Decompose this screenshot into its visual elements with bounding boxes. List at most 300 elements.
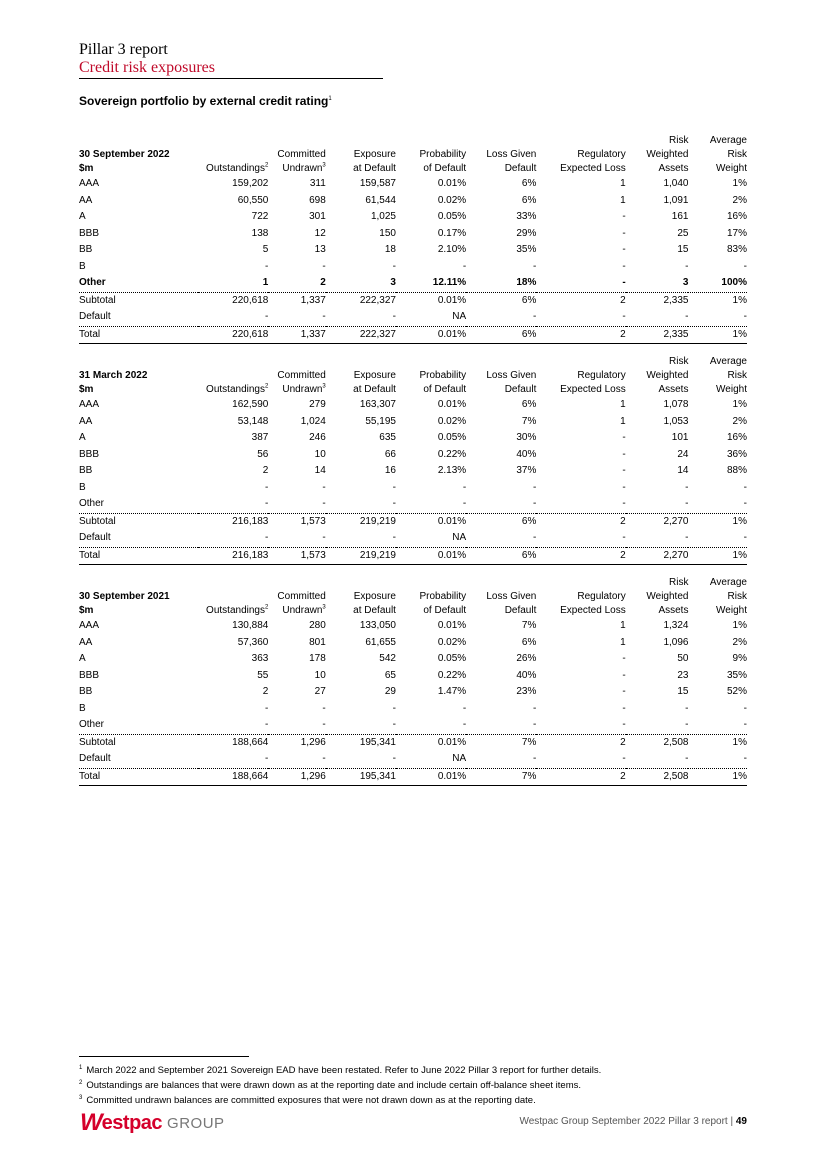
cell-outstandings: 130,884: [232, 620, 269, 632]
header-row: [79, 383, 747, 397]
row-label: A: [79, 432, 86, 444]
footer-report-text: Westpac Group September 2022 Pillar 3 report |: [519, 1116, 734, 1127]
table-date: 30 September 2021: [79, 591, 170, 602]
cell-exposure-at-default: 61,544: [365, 194, 396, 206]
cell-committed-undrawn: 13: [314, 244, 326, 256]
cell-loss-given-default: 6%: [466, 326, 536, 344]
cell-exposure-at-default: 65: [384, 669, 396, 681]
cell-outstandings: 188,664: [198, 768, 268, 786]
table-row: [79, 513, 747, 530]
table-row: [79, 309, 747, 326]
cell-regulatory-expected-loss: 2: [620, 515, 626, 527]
cell-loss-given-default: 6%: [521, 294, 537, 306]
table-row: [79, 734, 747, 751]
header-avg-risk-weight: Weight: [716, 384, 747, 395]
header-regulatory: Expected Loss: [560, 384, 626, 395]
row-label: Default: [79, 751, 198, 768]
cell-committed-undrawn: -: [322, 481, 326, 493]
cell-risk-weighted-assets: 15: [677, 686, 689, 698]
cell-exposure-at-default: 66: [384, 448, 396, 460]
row-label: Other: [79, 717, 198, 734]
cell-loss-given-default: 6%: [521, 515, 537, 527]
header-avg-risk-weight: Average: [709, 356, 747, 367]
cell-probability-of-default: 2.13%: [437, 465, 467, 477]
header-rwa: Assets: [658, 163, 689, 174]
cell-risk-weighted-assets: 15: [677, 244, 689, 256]
cell-loss-given-default: -: [466, 309, 536, 326]
header-outstandings-footnote-ref: 2: [264, 383, 269, 390]
table-row: [79, 496, 747, 513]
cell-loss-given-default: 18%: [466, 275, 536, 292]
cell-average-risk-weight: 16%: [726, 432, 747, 444]
header-probability: of Default: [423, 163, 467, 174]
header-loss-given: Loss Given: [486, 591, 537, 602]
cell-average-risk-weight: 1%: [732, 399, 747, 411]
table-row: [79, 275, 747, 292]
cell-probability-of-default: 0.02%: [437, 636, 467, 648]
cell-committed-undrawn: 1,573: [268, 547, 325, 565]
cell-probability-of-default: 0.17%: [437, 227, 467, 239]
cell-loss-given-default: -: [466, 496, 536, 513]
cell-loss-given-default: 6%: [521, 178, 537, 190]
header-exposure: at Default: [353, 605, 396, 616]
header-avg-risk-weight: Average: [709, 135, 747, 146]
row-label: BB: [79, 244, 93, 256]
row-label: B: [79, 260, 86, 272]
cell-loss-given-default: 7%: [521, 620, 537, 632]
cell-outstandings: -: [198, 496, 268, 513]
header-exposure: at Default: [353, 163, 396, 174]
footnote-1: [79, 1062, 601, 1077]
header-regulatory: Regulatory: [577, 149, 626, 160]
cell-risk-weighted-assets: 23: [677, 669, 689, 681]
cell-regulatory-expected-loss: -: [622, 669, 626, 681]
table-unit: $m: [79, 384, 94, 395]
cell-regulatory-expected-loss: -: [622, 260, 626, 272]
header-probability: of Default: [423, 384, 467, 395]
cell-outstandings: -: [264, 702, 269, 714]
header-committed: Committed: [277, 370, 326, 381]
cell-average-risk-weight: -: [688, 530, 747, 547]
row-label: BB: [79, 465, 93, 477]
cell-probability-of-default: 0.05%: [437, 653, 467, 665]
header-avg-risk-weight: Weight: [716, 163, 747, 174]
cell-risk-weighted-assets: 2,270: [663, 515, 689, 527]
header-blank: [466, 576, 536, 590]
cell-average-risk-weight: -: [688, 309, 747, 326]
cell-loss-given-default: 7%: [521, 415, 537, 427]
header-rwa: Risk: [669, 577, 689, 588]
header-exposure: Exposure: [353, 370, 396, 381]
table-unit: $m: [79, 605, 94, 616]
table-row: [79, 242, 747, 259]
table-row: [79, 717, 747, 734]
row-label: AAA: [79, 620, 100, 632]
section-title-footnote-ref: 1: [328, 96, 332, 102]
cell-average-risk-weight: 1%: [732, 294, 747, 306]
report-title: Pillar 3 report: [79, 41, 168, 58]
cell-outstandings: 2: [262, 465, 269, 477]
cell-regulatory-expected-loss: -: [622, 211, 626, 223]
cell-average-risk-weight: -: [688, 751, 747, 768]
cell-exposure-at-default: 16: [384, 465, 396, 477]
row-label: Subtotal: [79, 515, 116, 527]
westpac-w-mark-icon: W: [80, 1109, 101, 1136]
table-unit: $m: [79, 163, 94, 174]
header-avg-risk-weight: Risk: [727, 370, 747, 381]
header-row: [79, 604, 747, 618]
cell-risk-weighted-assets: 1,040: [663, 178, 689, 190]
cell-regulatory-expected-loss: 1: [620, 399, 626, 411]
row-label: AA: [79, 636, 93, 648]
cell-outstandings: 363: [251, 653, 269, 665]
cell-regulatory-expected-loss: -: [622, 686, 626, 698]
cell-probability-of-default: 0.02%: [437, 194, 467, 206]
cell-outstandings: 387: [251, 432, 269, 444]
header-outstandings-footnote-ref: 2: [264, 604, 269, 611]
header-blank: [198, 148, 268, 162]
cell-average-risk-weight: 2%: [732, 636, 747, 648]
header-regulatory: Expected Loss: [560, 605, 626, 616]
cell-exposure-at-default: 219,219: [326, 547, 396, 565]
cell-risk-weighted-assets: 101: [671, 432, 689, 444]
header-undrawn-footnote-ref: 3: [322, 604, 326, 611]
cell-outstandings: -: [264, 481, 269, 493]
header-blank: [326, 134, 396, 148]
header-loss-given: Default: [504, 163, 537, 174]
header-loss-given: Default: [504, 384, 537, 395]
header-avg-risk-weight: Risk: [727, 149, 747, 160]
cell-probability-of-default: -: [396, 717, 466, 734]
cell-average-risk-weight: -: [688, 717, 747, 734]
row-label: Total: [79, 768, 198, 786]
header-row: [79, 590, 747, 604]
cell-risk-weighted-assets: 1,053: [663, 415, 689, 427]
header-exposure: at Default: [353, 384, 396, 395]
cell-outstandings: -: [198, 530, 268, 547]
cell-exposure-at-default: 3: [326, 275, 396, 292]
cell-regulatory-expected-loss: 1: [620, 178, 626, 190]
cell-regulatory-expected-loss: 2: [536, 326, 625, 344]
header-exposure: Exposure: [353, 149, 396, 160]
cell-probability-of-default: 0.01%: [437, 178, 467, 190]
cell-loss-given-default: 37%: [516, 465, 537, 477]
cell-risk-weighted-assets: -: [626, 496, 689, 513]
cell-regulatory-expected-loss: 1: [620, 415, 626, 427]
header-row: [79, 134, 747, 148]
cell-probability-of-default: 0.01%: [396, 547, 466, 565]
footnote-3: [79, 1092, 601, 1107]
cell-committed-undrawn: -: [268, 309, 325, 326]
cell-probability-of-default: -: [462, 481, 467, 493]
header-exposure: Exposure: [353, 591, 396, 602]
cell-average-risk-weight: 100%: [688, 275, 747, 292]
cell-outstandings: 5: [262, 244, 269, 256]
cell-average-risk-weight: 1%: [732, 620, 747, 632]
cell-exposure-at-default: 159,587: [359, 178, 396, 190]
table-row: [79, 651, 747, 668]
header-outstandings-text: Outstandings: [206, 384, 265, 395]
cell-committed-undrawn: -: [268, 496, 325, 513]
cell-probability-of-default: 0.01%: [437, 620, 467, 632]
header-outstandings: [198, 383, 268, 397]
cell-probability-of-default: 12.11%: [396, 275, 466, 292]
cell-outstandings: 162,590: [232, 399, 269, 411]
cell-risk-weighted-assets: 2,270: [626, 547, 689, 565]
table-row: [79, 326, 747, 344]
cell-regulatory-expected-loss: 2: [620, 294, 626, 306]
header-row: [79, 148, 747, 162]
header-regulatory: Regulatory: [577, 370, 626, 381]
cell-regulatory-expected-loss: -: [622, 227, 626, 239]
header-blank: [396, 576, 466, 590]
row-label: Total: [79, 326, 198, 344]
footnote-text: March 2022 and September 2021 Sovereign EAD have been restated. Refer to June 2022 Pillar 3 report for further details.: [86, 1065, 602, 1077]
cell-outstandings: 56: [257, 448, 269, 460]
cell-committed-undrawn: 301: [309, 211, 326, 223]
footnote-text: Outstandings are balances that were drawn down as at the reporting date and include certain off-balance sheet items.: [86, 1080, 581, 1092]
table-date: 30 September 2022: [79, 149, 170, 160]
header-loss-given: Loss Given: [486, 370, 537, 381]
cell-committed-undrawn: 311: [309, 178, 326, 190]
cell-loss-given-default: 30%: [516, 432, 537, 444]
cell-exposure-at-default: 195,341: [359, 736, 396, 748]
header-outstandings-text: Outstandings: [206, 163, 265, 174]
cell-exposure-at-default: -: [326, 530, 396, 547]
footnote-number: 3: [79, 1095, 83, 1102]
cell-regulatory-expected-loss: -: [622, 481, 626, 493]
table-date: 31 March 2022: [79, 370, 148, 381]
section-title-text: Sovereign portfolio by external credit rating: [79, 94, 329, 108]
cell-committed-undrawn: 14: [314, 465, 326, 477]
row-label: Other: [79, 275, 198, 292]
cell-loss-given-default: 40%: [516, 669, 537, 681]
cell-risk-weighted-assets: 1,078: [663, 399, 689, 411]
footnote-divider: [79, 1056, 249, 1057]
row-label: AA: [79, 194, 93, 206]
cell-average-risk-weight: 2%: [732, 415, 747, 427]
table-row: [79, 751, 747, 768]
cell-probability-of-default: -: [396, 496, 466, 513]
cell-regulatory-expected-loss: 1: [620, 194, 626, 206]
cell-exposure-at-default: 61,655: [365, 636, 396, 648]
cell-outstandings: 55: [257, 669, 269, 681]
cell-exposure-at-default: -: [326, 309, 396, 326]
cell-average-risk-weight: 2%: [732, 194, 747, 206]
cell-exposure-at-default: -: [392, 260, 396, 272]
cell-regulatory-expected-loss: -: [622, 432, 626, 444]
cell-loss-given-default: 6%: [521, 636, 537, 648]
section-title: [79, 94, 332, 108]
header-blank: [268, 576, 325, 590]
cell-regulatory-expected-loss: -: [536, 275, 625, 292]
header-blank: [536, 576, 625, 590]
cell-probability-of-default: 0.01%: [437, 399, 467, 411]
footnote-2: [79, 1077, 601, 1092]
cell-risk-weighted-assets: -: [685, 481, 689, 493]
cell-exposure-at-default: 163,307: [359, 399, 396, 411]
cell-outstandings: 188,664: [232, 736, 269, 748]
table-row: [79, 414, 747, 431]
cell-risk-weighted-assets: -: [685, 260, 689, 272]
cell-outstandings: 2: [262, 686, 269, 698]
row-label: Other: [79, 496, 198, 513]
cell-loss-given-default: 6%: [521, 194, 537, 206]
cell-probability-of-default: 0.01%: [396, 768, 466, 786]
header-blank: [79, 576, 198, 590]
header-avg-risk-weight: Average: [709, 577, 747, 588]
cell-loss-given-default: -: [466, 751, 536, 768]
cell-average-risk-weight: 36%: [726, 448, 747, 460]
cell-loss-given-default: 29%: [516, 227, 537, 239]
cell-risk-weighted-assets: 1,096: [663, 636, 689, 648]
cell-average-risk-weight: -: [688, 496, 747, 513]
cell-risk-weighted-assets: 2,335: [663, 294, 689, 306]
table-row: [79, 701, 747, 718]
header-undrawn: [268, 383, 325, 397]
header-regulatory: Expected Loss: [560, 163, 626, 174]
header-undrawn: [268, 604, 325, 618]
cell-risk-weighted-assets: -: [626, 717, 689, 734]
cell-committed-undrawn: 801: [309, 636, 326, 648]
header-divider: [79, 78, 383, 79]
header-avg-risk-weight: Weight: [716, 605, 747, 616]
header-row: [79, 355, 747, 369]
cell-regulatory-expected-loss: -: [622, 448, 626, 460]
table-row: [79, 668, 747, 685]
cell-exposure-at-default: -: [392, 481, 396, 493]
row-label: AA: [79, 415, 93, 427]
cell-average-risk-weight: 16%: [726, 211, 747, 223]
row-label: Default: [79, 530, 198, 547]
cell-loss-given-default: 40%: [516, 448, 537, 460]
row-label: AAA: [79, 399, 100, 411]
cell-committed-undrawn: 246: [309, 432, 326, 444]
cell-exposure-at-default: 29: [384, 686, 396, 698]
cell-committed-undrawn: 12: [314, 227, 326, 239]
header-probability: Probability: [419, 370, 467, 381]
cell-risk-weighted-assets: -: [626, 530, 689, 547]
cell-risk-weighted-assets: 25: [677, 227, 689, 239]
cell-exposure-at-default: 18: [384, 244, 396, 256]
header-probability: Probability: [419, 591, 467, 602]
cell-committed-undrawn: 1,337: [268, 326, 325, 344]
table-row: [79, 463, 747, 480]
cell-loss-given-default: -: [466, 530, 536, 547]
header-blank: [79, 134, 198, 148]
report-subtitle: Credit risk exposures: [79, 59, 215, 76]
cell-risk-weighted-assets: 14: [677, 465, 689, 477]
cell-probability-of-default: 0.02%: [437, 415, 467, 427]
header-committed: Committed: [277, 149, 326, 160]
cell-loss-given-default: 35%: [516, 244, 537, 256]
cell-loss-given-default: 7%: [521, 736, 537, 748]
cell-risk-weighted-assets: 24: [677, 448, 689, 460]
cell-average-risk-weight: -: [743, 481, 747, 493]
cell-risk-weighted-assets: -: [626, 751, 689, 768]
cell-exposure-at-default: 219,219: [359, 515, 396, 527]
cell-regulatory-expected-loss: 1: [620, 620, 626, 632]
cell-loss-given-default: -: [533, 481, 537, 493]
header-row: [79, 369, 747, 383]
header-blank: [268, 134, 325, 148]
cell-committed-undrawn: 27: [314, 686, 326, 698]
row-label: BBB: [79, 227, 100, 239]
cell-committed-undrawn: 698: [309, 194, 326, 206]
cell-probability-of-default: -: [462, 702, 467, 714]
table-row: [79, 397, 747, 414]
cell-exposure-at-default: 222,327: [326, 326, 396, 344]
cell-loss-given-default: 23%: [516, 686, 537, 698]
cell-average-risk-weight: 35%: [726, 669, 747, 681]
westpac-logo: [80, 1109, 225, 1136]
cell-probability-of-default: NA: [396, 530, 466, 547]
cell-risk-weighted-assets: 1,091: [663, 194, 689, 206]
row-label: Default: [79, 309, 198, 326]
cell-exposure-at-default: -: [326, 717, 396, 734]
cell-committed-undrawn: 280: [309, 620, 326, 632]
cell-exposure-at-default: 55,195: [365, 415, 396, 427]
cell-outstandings: 1: [198, 275, 268, 292]
header-undrawn-text: Undrawn: [282, 605, 323, 616]
logo-wordmark: estpac: [101, 1111, 163, 1134]
header-undrawn-text: Undrawn: [282, 163, 323, 174]
cell-regulatory-expected-loss: -: [536, 309, 625, 326]
header-undrawn-footnote-ref: 3: [322, 162, 326, 169]
header-undrawn-text: Undrawn: [282, 384, 323, 395]
cell-regulatory-expected-loss: -: [622, 465, 626, 477]
cell-loss-given-default: 26%: [516, 653, 537, 665]
header-rwa: Weighted: [646, 591, 689, 602]
cell-loss-given-default: -: [466, 717, 536, 734]
cell-committed-undrawn: -: [322, 260, 326, 272]
header-rwa: Assets: [658, 605, 689, 616]
table-row: [79, 768, 747, 786]
header-blank: [466, 355, 536, 369]
cell-average-risk-weight: 1%: [688, 547, 747, 565]
page-number: 49: [735, 1116, 747, 1127]
cell-regulatory-expected-loss: -: [536, 530, 625, 547]
cell-outstandings: -: [198, 309, 268, 326]
cell-outstandings: 138: [251, 227, 269, 239]
cell-committed-undrawn: -: [322, 702, 326, 714]
table-row: [79, 259, 747, 276]
cell-outstandings: 216,183: [198, 547, 268, 565]
header-blank: [198, 355, 268, 369]
cell-exposure-at-default: 195,341: [326, 768, 396, 786]
cell-average-risk-weight: 83%: [726, 244, 747, 256]
header-rwa: Weighted: [646, 149, 689, 160]
cell-risk-weighted-assets: 2,508: [663, 736, 689, 748]
row-label: Subtotal: [79, 736, 116, 748]
cell-outstandings: 159,202: [232, 178, 269, 190]
row-label: A: [79, 211, 86, 223]
table-row: [79, 547, 747, 565]
cell-exposure-at-default: 222,327: [359, 294, 396, 306]
cell-exposure-at-default: 635: [379, 432, 396, 444]
cell-committed-undrawn: -: [268, 530, 325, 547]
cell-regulatory-expected-loss: -: [622, 653, 626, 665]
header-blank: [198, 576, 268, 590]
cell-outstandings: 220,618: [198, 326, 268, 344]
cell-risk-weighted-assets: 2,335: [626, 326, 689, 344]
cell-average-risk-weight: 1%: [688, 326, 747, 344]
cell-probability-of-default: 1.47%: [437, 686, 467, 698]
table-row: [79, 618, 747, 635]
cell-probability-of-default: 0.05%: [437, 211, 467, 223]
row-label: BBB: [79, 448, 100, 460]
header-outstandings-footnote-ref: 2: [264, 162, 269, 169]
